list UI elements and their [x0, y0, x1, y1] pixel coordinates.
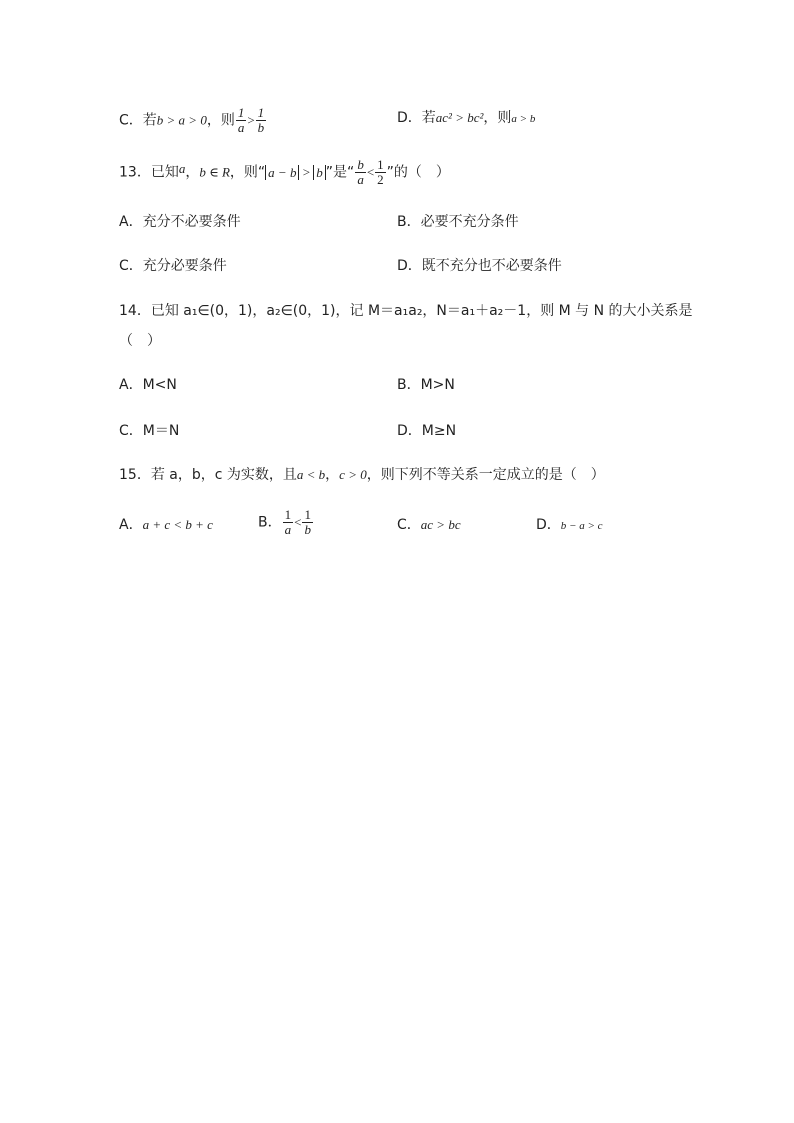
- q12-d-condition: ac² > bc²: [435, 110, 484, 125]
- q14-option-b: B．M>N: [397, 377, 455, 393]
- q12-option-c: C．若b > a > 0，则 $\frac{1}{a}$ > $\frac{1}{b}$: [119, 105, 265, 135]
- q13-stem: 13．已知a，b ∈ R，则“ a − b > b ”是“ $\frac{b}{a}$ < $\frac{1}{2}$ ”的（ ）: [119, 157, 450, 187]
- q14-stem-line-2: （ ）: [119, 333, 161, 349]
- q14-option-d: D．M≥N: [397, 423, 457, 439]
- q15-condition-1: a < b: [296, 467, 326, 482]
- q13-option-a: A．充分不必要条件: [119, 214, 241, 230]
- q13-option-b: B．必要不充分条件: [397, 214, 519, 230]
- q12-c-fraction-1: $\frac{1}{a}$: [237, 105, 245, 135]
- q12-c-condition: b > a > 0: [156, 112, 207, 128]
- q13-fraction-half: $\frac{1}{2}$: [377, 157, 384, 187]
- q14-option-c: C．M＝N: [119, 423, 180, 439]
- q15-option-a: A．a + c < b + c: [119, 517, 213, 533]
- q15-option-b: B． $\frac{1}{a}$ < $\frac{1}{b}$: [258, 507, 311, 537]
- q15-b-fraction-1: $\frac{1}{a}$: [284, 507, 292, 537]
- q13-option-d: D．既不充分也不必要条件: [397, 258, 562, 274]
- q13-option-c: C．充分必要条件: [119, 258, 227, 274]
- q15-condition-2: c > 0: [339, 467, 367, 482]
- q15-stem: 15．若 a，b，c 为实数，且a < b，c > 0，则下列不等关系一定成立的是（ ）: [119, 467, 605, 483]
- q15-option-c: C．ac > bc: [397, 517, 461, 533]
- q15-b-fraction-2: $\frac{1}{b}$: [304, 507, 311, 537]
- q12-d-result: a > b: [511, 113, 536, 125]
- q15-option-d: D．b − a > c: [536, 517, 603, 533]
- q12-c-fraction-2: $\frac{1}{b}$: [257, 105, 265, 135]
- q13-abs-a-minus-b: a − b: [265, 165, 299, 180]
- q13-fraction-b-over-a: $\frac{b}{a}$: [357, 157, 364, 187]
- q12-option-d: D．若ac² > bc²，则a > b: [397, 110, 536, 126]
- q13-abs-b: b: [313, 165, 326, 180]
- q14-stem-line-1: 14．已知 a₁∈(0，1)，a₂∈(0，1)，记 M＝a₁a₂，N＝a₁＋a₂－1，则 M 与 N 的大小关系是: [119, 303, 693, 319]
- q14-option-a: A．M<N: [119, 377, 177, 393]
